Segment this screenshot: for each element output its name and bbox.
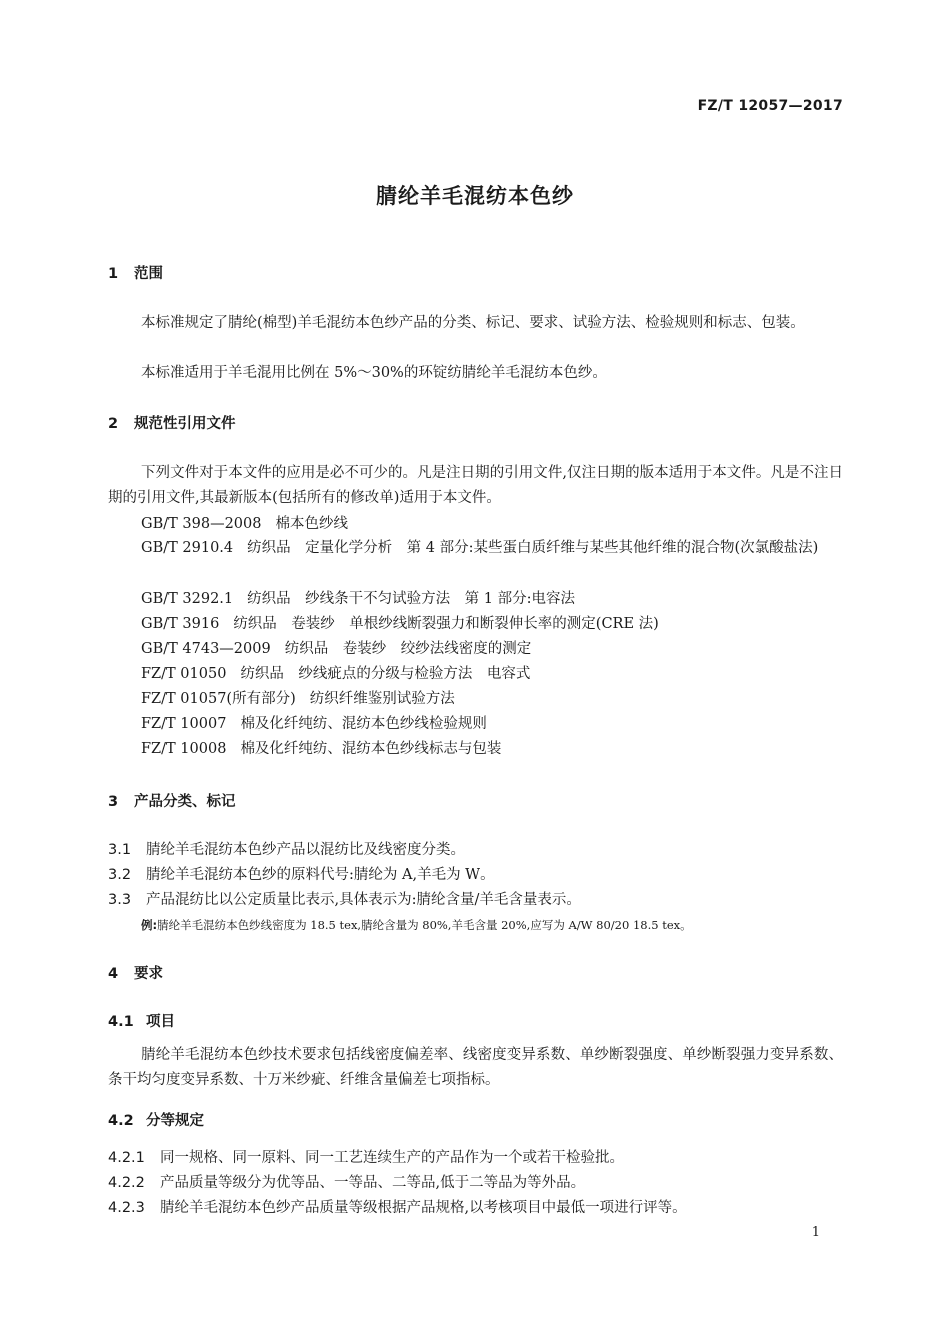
subsection-4-2-heading	[108, 1109, 204, 1130]
clause-3-1	[108, 838, 465, 859]
paragraph-text: 腈纶羊毛混纺本色纱技术要求包括线密度偏差率、线密度变异系数、单纱断裂强度、单纱断裂强力变异系数、条干均匀度变异系数、十万米纱疵、纤维含量偏差七项指标。	[108, 1047, 843, 1088]
reference-code: FZ/T 01057(所有部分)	[141, 691, 296, 707]
clause-number: 4.2.1	[108, 1150, 145, 1166]
page-number: 1	[811, 1225, 820, 1240]
clause-4-2-2	[108, 1171, 585, 1192]
reference-item	[141, 687, 455, 708]
paragraph-text: 下列文件对于本文件的应用是必不可少的。凡是注日期的引用文件,仅注日期的版本适用于本文件。凡是不注日期的引用文件,其最新版本(包括所有的修改单)适用于本文件。	[108, 465, 843, 506]
paragraph-text: 本标准规定了腈纶(棉型)羊毛混纺本色纱产品的分类、标记、要求、试验方法、检验规则和标志、包装。	[141, 315, 805, 331]
reference-item	[141, 637, 531, 658]
section-number: 2	[108, 416, 119, 432]
clause-number: 4.2.3	[108, 1200, 145, 1216]
clause-number: 3.2	[108, 867, 132, 883]
subsection-4-1-heading	[108, 1010, 175, 1031]
reference-item	[141, 512, 348, 533]
items-paragraph	[108, 1043, 843, 1093]
subsection-number: 4.1	[108, 1014, 134, 1030]
clause-number: 3.3	[108, 892, 132, 908]
reference-code: GB/T 4743—2009	[141, 641, 271, 657]
reference-item	[108, 536, 843, 561]
document-number: FZ/T 12057—2017	[697, 98, 843, 114]
example-note	[141, 917, 692, 933]
reference-title: 纺织品 卷装纱 绞纱法线密度的测定	[284, 641, 532, 657]
reference-title: 纺织品 定量化学分析 第 4 部分:某些蛋白质纤维与某些其他纤维的混合物(次氯酸盐法)	[247, 540, 819, 556]
section-title: 范围	[134, 266, 163, 282]
clause-text: 同一规格、同一原料、同一工艺连续生产的产品作为一个或若干检验批。	[160, 1150, 624, 1166]
reference-item	[141, 662, 530, 683]
reference-code: FZ/T 10007	[141, 716, 227, 732]
references-intro-paragraph	[108, 461, 843, 511]
reference-title: 纺织品 卷装纱 单根纱线断裂强力和断裂伸长率的测定(CRE 法)	[233, 616, 659, 632]
section-2-heading	[108, 412, 236, 433]
reference-item	[141, 737, 501, 758]
reference-code: GB/T 398—2008	[141, 516, 262, 532]
section-number: 4	[108, 966, 119, 982]
example-label: 例:	[141, 918, 158, 932]
subsection-title: 项目	[146, 1014, 175, 1030]
example-text: 腈纶羊毛混纺本色纱线密度为 18.5 tex,腈纶含量为 80%,羊毛含量 20%,应写为 A/W 80/20 18.5 tex。	[157, 918, 692, 932]
reference-title: 纺织品 纱线条干不匀试验方法 第 1 部分:电容法	[247, 591, 575, 607]
section-1-heading	[108, 262, 163, 283]
subsection-title: 分等规定	[146, 1113, 204, 1129]
clause-number: 4.2.2	[108, 1175, 145, 1191]
clause-text: 腈纶羊毛混纺本色纱产品质量等级根据产品规格,以考核项目中最低一项进行评等。	[160, 1200, 687, 1216]
document-title: 腈纶羊毛混纺本色纱	[376, 184, 574, 208]
clause-4-2-3	[108, 1196, 687, 1217]
paragraph-text: 本标准适用于羊毛混用比例在 5%～30%的环锭纺腈纶羊毛混纺本色纱。	[141, 365, 607, 381]
reference-item	[141, 612, 659, 633]
subsection-number: 4.2	[108, 1113, 134, 1129]
section-title: 规范性引用文件	[134, 416, 236, 432]
clause-number: 3.1	[108, 842, 132, 858]
reference-item	[141, 587, 575, 608]
scope-paragraph-2	[108, 361, 843, 386]
reference-code: GB/T 3292.1	[141, 591, 234, 607]
reference-title: 纺织纤维鉴别试验方法	[309, 691, 455, 707]
section-3-heading	[108, 790, 236, 811]
reference-title: 纺织品 纱线疵点的分级与检验方法 电容式	[240, 666, 531, 682]
clause-text: 腈纶羊毛混纺本色纱产品以混纺比及线密度分类。	[146, 842, 465, 858]
reference-title: 棉及化纤纯纺、混纺本色纱线标志与包装	[240, 741, 502, 757]
clause-3-2	[108, 863, 495, 884]
clause-text: 腈纶羊毛混纺本色纱的原料代号:腈纶为 A,羊毛为 W。	[146, 867, 495, 883]
reference-title: 棉本色纱线	[275, 516, 348, 532]
clause-4-2-1	[108, 1146, 624, 1167]
clause-3-3	[108, 888, 581, 909]
reference-code: GB/T 2910.4	[141, 540, 234, 556]
reference-code: FZ/T 10008	[141, 741, 227, 757]
scope-paragraph-1	[108, 311, 843, 336]
clause-text: 产品质量等级分为优等品、一等品、二等品,低于二等品为等外品。	[160, 1175, 586, 1191]
section-4-heading	[108, 962, 163, 983]
section-number: 3	[108, 794, 119, 810]
reference-title: 棉及化纤纯纺、混纺本色纱线检验规则	[240, 716, 487, 732]
section-number: 1	[108, 266, 119, 282]
section-title: 产品分类、标记	[134, 794, 236, 810]
clause-text: 产品混纺比以公定质量比表示,具体表示为:腈纶含量/羊毛含量表示。	[146, 892, 581, 908]
reference-code: FZ/T 01050	[141, 666, 227, 682]
reference-code: GB/T 3916	[141, 616, 220, 632]
section-title: 要求	[134, 966, 163, 982]
reference-item	[141, 712, 487, 733]
